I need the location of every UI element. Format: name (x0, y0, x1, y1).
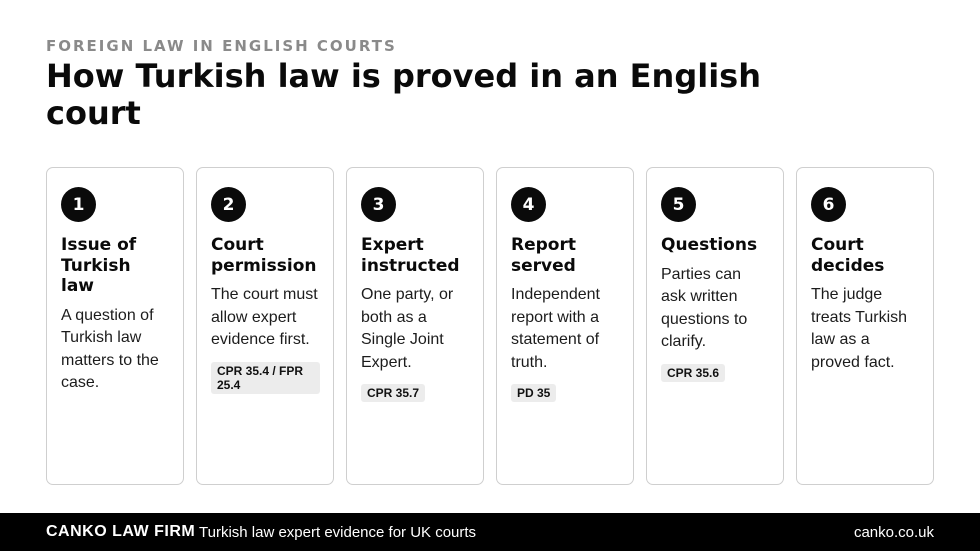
rule-reference-chip: CPR 35.4 / FPR 25.4 (211, 362, 320, 394)
step-card-2 (196, 167, 334, 485)
footer-bar (0, 513, 980, 551)
step-title: Expert instructed (361, 235, 460, 276)
brand-name: CANKO LAW FIRM (46, 523, 196, 540)
step-number-badge: 3 (361, 187, 396, 222)
step-description: The judge treats Turkish law as a proved fact. (811, 286, 908, 371)
step-number-badge: 6 (811, 187, 846, 222)
step-title: Questions (661, 235, 758, 255)
footer-tagline: Turkish law expert evidence for UK courts (199, 524, 477, 541)
step-title: Court permission (211, 235, 317, 276)
page-title: How Turkish law is proved in an English court (46, 57, 761, 132)
step-description: Parties can ask written questions to clarify. (661, 265, 748, 350)
step-card-6 (796, 167, 934, 485)
step-description: The court must allow expert evidence first. (211, 286, 318, 348)
step-card-1 (46, 167, 184, 485)
step-description: Independent report with a statement of truth. (511, 286, 600, 371)
website-link[interactable]: canko.co.uk (853, 524, 934, 541)
step-title: Issue of Turkish law (61, 235, 137, 296)
step-description: One party, or both as a Single Joint Expert. (361, 286, 454, 371)
step-number-badge: 2 (211, 187, 246, 222)
step-description: A question of Turkish law matters to the case. (61, 306, 159, 391)
eyebrow-label: FOREIGN LAW IN ENGLISH COURTS (46, 37, 397, 55)
rule-reference-chip: CPR 35.6 (661, 364, 725, 382)
step-card-5 (646, 167, 784, 485)
step-card-3 (346, 167, 484, 485)
step-number-badge: 4 (511, 187, 546, 222)
process-steps (46, 167, 934, 485)
rule-reference-chip: CPR 35.7 (361, 384, 425, 402)
step-title: Report served (511, 235, 576, 276)
step-title: Court decides (811, 235, 885, 276)
step-number-badge: 5 (661, 187, 696, 222)
step-number-badge: 1 (61, 187, 96, 222)
step-card-4 (496, 167, 634, 485)
rule-reference-chip: PD 35 (511, 384, 556, 402)
